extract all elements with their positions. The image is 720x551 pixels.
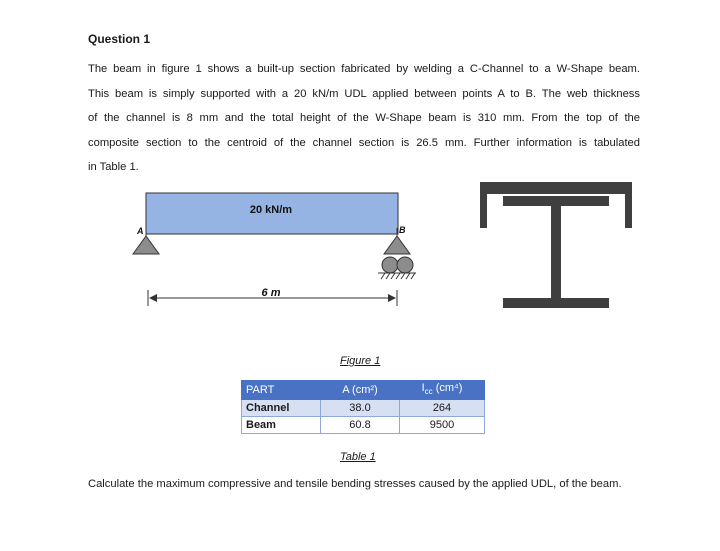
support-b-roller (378, 228, 416, 279)
header-inertia-symbol: I (421, 382, 425, 394)
support-a-label: A (137, 226, 144, 236)
row-inertia: 9500 (400, 417, 485, 434)
figure-caption: Figure 1 (340, 355, 381, 367)
header-inertia-unit: (cm⁴) (432, 382, 463, 394)
paragraph-line: of the channel is 8 mm and the total height of the W-Shape beam is 310 mm. From the top of the (88, 112, 640, 124)
table-header-row (242, 381, 485, 400)
load-label: 20 kN/m (249, 204, 293, 216)
row-area: 38.0 (321, 400, 400, 417)
row-inertia: 264 (400, 400, 485, 417)
row-part: Channel (242, 400, 321, 417)
span-label: 6 m (261, 287, 281, 299)
question-text: Calculate the maximum compressive and tensile bending stresses caused by the applied UDL, of the beam. (88, 478, 622, 490)
table-row (242, 400, 485, 417)
table-row (242, 417, 485, 434)
header-inertia (400, 381, 485, 400)
table-caption: Table 1 (340, 451, 376, 463)
header-inertia-subscript: cc (424, 387, 433, 397)
support-b-label: B (399, 225, 406, 235)
built-up-section-icon (480, 182, 632, 308)
row-part: Beam (242, 417, 321, 434)
paragraph-line: The beam in figure 1 shows a built-up section fabricated by welding a C-Channel to a W-Shape beam. (88, 63, 640, 75)
header-part: PART (242, 381, 321, 400)
paragraph-line: This beam is simply supported with a 20 kN/m UDL applied between points A to B. The web thickness (88, 87, 640, 100)
paragraph-line: composite section to the centroid of the channel section is 26.5 mm. Further information is tabulated (88, 136, 640, 149)
question-heading: Question 1 (88, 32, 151, 46)
header-area: A (cm²) (321, 381, 400, 400)
row-area: 60.8 (321, 417, 400, 434)
section-properties-table (241, 380, 485, 434)
paragraph-line: in Table 1. (88, 161, 139, 173)
